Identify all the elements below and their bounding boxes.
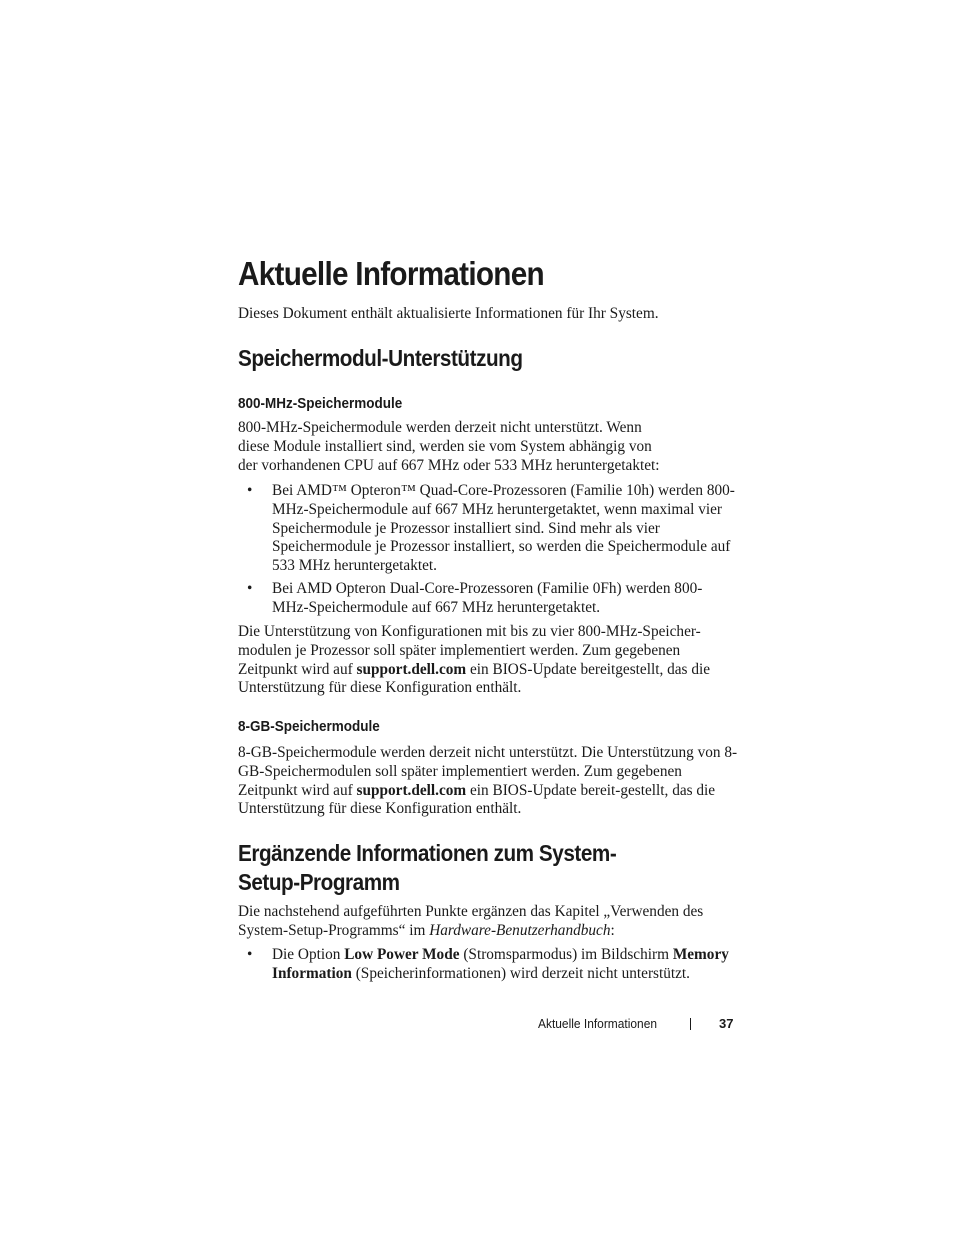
bullet-icon: • (247, 579, 253, 597)
paragraph-800mhz-intro (238, 419, 738, 475)
paragraph-800mhz-support: Die Unterstützung von Konfigurationen mit bis zu vier 800-MHz-Speicher-modulen je Prozessor soll später implementiert werden. Zum gegebenen Zeitpunkt wird auf support.dell.com ein BIOS-Update bereitgestellt, das die Unterstützung für diese Konfiguration enthält. (238, 623, 711, 697)
bullet-list-800mhz (238, 482, 738, 622)
line: diese Module installiert sind, werden sie vom System abhängig von (238, 437, 652, 455)
page-title: Aktuelle Informationen (238, 255, 544, 292)
footer-title: Aktuelle Informationen (538, 1016, 658, 1031)
line: 800-MHz-Speichermodule werden derzeit nicht unterstützt. Wenn (238, 419, 642, 436)
subsection-heading-8gb: 8-GB-Speichermodule (238, 718, 380, 735)
bullet-icon: • (247, 482, 253, 499)
list-item: • Bei AMD Opteron Dual-Core-Prozessoren (Familie 0Fh) werden 800-MHz-Speichermodule auf 667 MHz heruntergetaktet. (247, 579, 703, 616)
subsection-heading-800mhz: 800-MHz-Speichermodule (238, 395, 403, 412)
support-link[interactable]: support.dell.com (356, 660, 467, 678)
support-link[interactable]: support.dell.com (356, 781, 467, 799)
paragraph-8gb: 8-GB-Speichermodule werden derzeit nicht unterstützt. Die Unterstützung von 8-GB-Speichermodulen soll später implementiert werden. Zum gegebenen Zeitpunkt wird auf support.dell.com ein BIOS-Update bereit-gestellt, das die Unterstützung für diese Konfiguration enthält. (238, 744, 738, 818)
paragraph-system-setup: Die nachstehend aufgeführten Punkte ergänzen das Kapitel „Verwenden des System-Setup-Programms“ im Hardware-Benutzerhandbuch: (238, 903, 704, 939)
section-heading-memory-support: Speichermodul-Unterstützung (238, 345, 523, 371)
footer-divider (690, 1018, 691, 1030)
bullet-icon: • (247, 946, 253, 963)
list-item: • Die Option Low Power Mode (Stromsparmodus) im Bildschirm Memory Information (Speicherinformationen) wird derzeit nicht unterstützt. (247, 946, 729, 982)
page-number: 37 (719, 1016, 734, 1031)
bullet-list-system-setup (238, 946, 738, 988)
intro-paragraph: Dieses Dokument enthält aktualisierte Informationen für Ihr System. (238, 305, 659, 322)
list-item: • Bei AMD™ Opteron™ Quad-Core-Prozessoren (Familie 10h) werden 800-MHz-Speichermodule auf 667 MHz heruntergetaktet, wenn maximal vier Speichermodule je Prozessor installiert sind. Sind mehr als vier Speichermodule je Prozessor installiert, so werden die Speichermodule auf 533 MHz heruntergetaktet. (247, 482, 735, 575)
line: der vorhandenen CPU auf 667 MHz oder 533 MHz heruntergetaktet: (238, 456, 660, 474)
section-heading-system-setup: Ergänzende Informationen zum System- Setup-Programm (238, 840, 617, 895)
